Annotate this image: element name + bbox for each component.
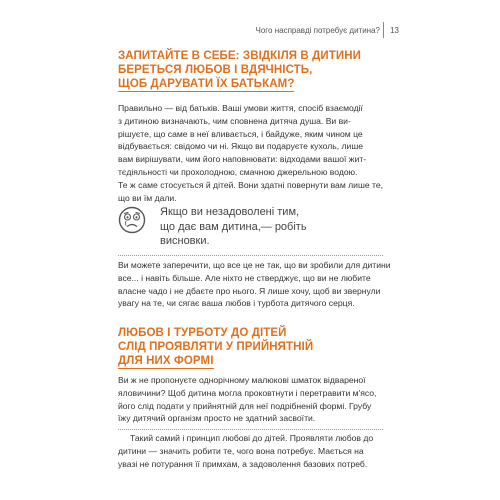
quote-line: висновки. xyxy=(160,235,210,247)
paragraph-line: все... і навіть більше. Але ніхто не стверджує, що ви не любите xyxy=(118,272,371,283)
paragraph-line: вам вирішувати, чим його наповнювати: відходами вашої жит- xyxy=(118,154,367,165)
paragraph-line: рішуєте, що саме в неї вливається, і байдуже, яким чином це xyxy=(118,128,363,139)
paragraph-line: з дитиною визначають, чим сповнена дитяча душа. Ви ви- xyxy=(118,115,351,126)
section-divider xyxy=(118,429,383,430)
paragraph-line: їжу дитячий організм просто не здатний засвоїти. xyxy=(118,413,316,424)
crying-face-icon xyxy=(117,205,147,235)
paragraph-line: увазі не потурання її примхам, а задоволення базових потреб. xyxy=(118,458,368,469)
paragraph-2 xyxy=(118,259,391,310)
page-number: 13 xyxy=(390,26,399,35)
heading-line: ЩОБ ДАРУВАТИ ЇХ БАТЬКАМ? xyxy=(118,78,295,90)
section2-heading xyxy=(118,326,368,369)
heading-line: ЗАПИТАЙТЕ В СЕБЕ: ЗВІДКІЛЯ В ДИТИНИ xyxy=(118,50,362,62)
heading-line: БЕРЕТЬСЯ ЛЮБОВ І ВДЯЧНІСТЬ, xyxy=(118,64,313,76)
heading-line: СЛІД ПРОЯВЛЯТИ У ПРИЙНЯТНІЙ xyxy=(118,341,314,353)
paragraph-line: його слід подати у прийнятній для неї подрібненій формі. Грубу xyxy=(118,400,372,411)
section1-paragraph xyxy=(118,102,383,204)
quote-line: Якщо ви незадоволені тим, xyxy=(160,206,300,218)
quote-line: що дає вам дитина,— робіть xyxy=(160,220,307,233)
paragraph-line: власне чадо і не дбаєте про нього. Я лише хочу, щоб ви звернули xyxy=(118,285,381,296)
running-header: Чого насправді потребує дитина? xyxy=(255,26,380,35)
paragraph-line: тєдіяльності чи прохолодною, смачною джерельною водою. xyxy=(118,166,358,177)
paragraph-line: Ви ж не пропонуєте однорічному малюкові шматок відвареної xyxy=(118,375,366,385)
heading-line: ЛЮБОВ І ТУРБОТУ ДО ДІТЕЙ xyxy=(118,327,287,339)
paragraph-line: Ви можете заперечити, що все це не так, що ви зробили для дитини xyxy=(118,260,391,270)
section1-heading xyxy=(118,49,368,92)
paragraph-line: увагу на те, чи сягає ваша любов і турбота дитячого серця. xyxy=(118,298,355,309)
paragraph-line: що ви їм дали. xyxy=(118,192,177,203)
paragraph-line: дитини — значить робити те, чого вона потребує. Мається на xyxy=(118,445,364,456)
section2-paragraph-2 xyxy=(118,432,383,470)
paragraph-line: яловичини? Щоб дитина могла проковтнути і перетравити м'ясо, xyxy=(118,387,377,398)
header-divider xyxy=(383,22,384,38)
section-divider xyxy=(118,255,383,256)
quote-text xyxy=(160,205,380,249)
paragraph-line: Те ж саме стосується й дітей. Вони здатні повернути вам лише те, xyxy=(118,179,384,190)
heading-line: ДЛЯ НИХ ФОРМІ xyxy=(118,355,214,367)
section2-paragraph-1 xyxy=(118,374,383,425)
paragraph-line: Такий самий і принцип любові до дітей. Проявляти любов до xyxy=(130,433,374,443)
paragraph-line: відбувається: свідомо чи ні. Якщо ви подаруєте кухоль, лише xyxy=(118,141,363,152)
paragraph-line: Правильно — від батьків. Ваші умови життя, спосіб взаємодії xyxy=(118,103,363,113)
